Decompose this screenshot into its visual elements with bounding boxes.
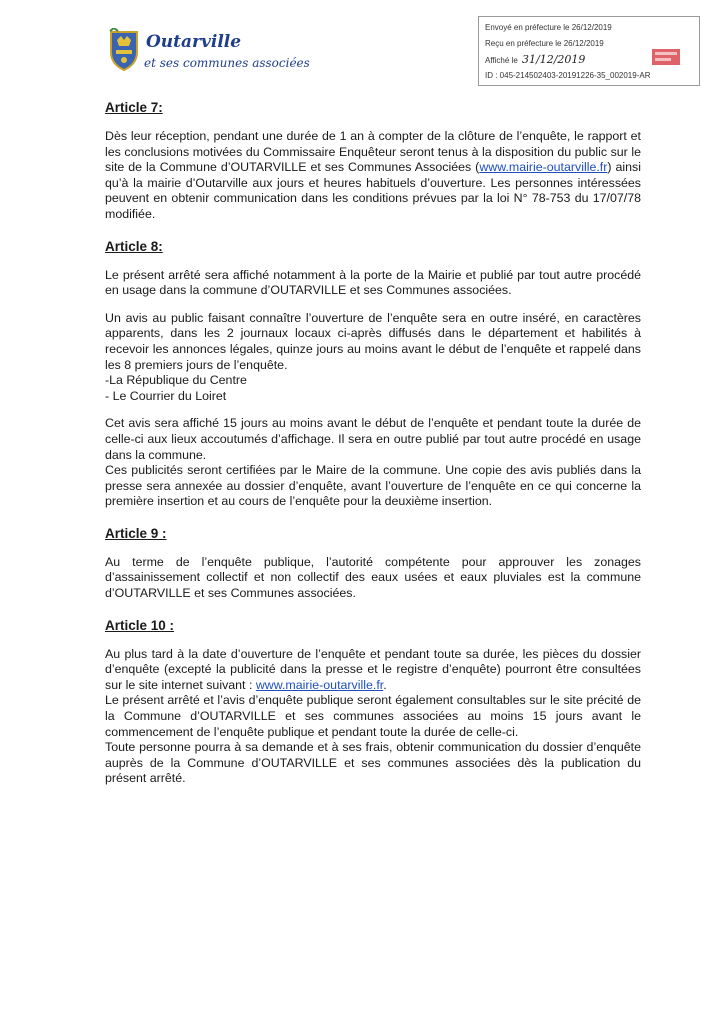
newspaper-2: - Le Courrier du Loiret — [105, 388, 227, 403]
article-9-title: Article 9 : — [105, 525, 167, 541]
prefecture-stamp — [478, 16, 700, 86]
article-10-paragraph-1 — [105, 647, 641, 694]
stamp-sent: Envoyé en préfecture le 26/12/2019 — [485, 23, 612, 32]
newspaper-1: -La République du Centre — [105, 373, 247, 388]
logo-title: Outarville — [146, 32, 242, 52]
stamp-posted-date: 31/12/2019 — [522, 53, 586, 66]
article-10-paragraph-2: Le présent arrêté et l’avis d’enquête publique seront également consultables sur le site précité de la Commune d’OUTARVILLE et ses communes associées au moins 15 jours avant le commencement de l’enquête publique et pendant toute la durée de celle-ci. — [105, 693, 641, 739]
article-7-text-before: Dès leur réception, pendant une durée de 1 an à compter de la clôture de l’enquête, le rapport et les conclusions motivées du Commissaire Enquêteur seront tenus à la disposition du public sur le site de la Commune d’OUTARVILLE et ses Communes Associées ( — [105, 129, 641, 175]
municipality-logo — [108, 28, 308, 82]
article-10-text-after: . — [383, 677, 387, 692]
coat-of-arms-icon — [108, 28, 140, 72]
article-8-paragraph-4: Ces publicités seront certifiées par le Maire de la commune. Une copie des avis publiés dans la presse sera annexée au dossier d’enquête, avant l’ouverture de l’enquête en ce qui concerne la première insertion et au cours de l’enquête pour la deuxième insertion. — [105, 463, 641, 509]
article-7-title: Article 7: — [105, 100, 163, 115]
article-7-text-after: ) ainsi qu’à la mairie d’Outarville aux jours et heures habituels d’ouverture. Les personnes intéressées peuvent en obtenir communication dans les conditions prévues par la loi N° 78-753 du 17/07/78 modifiée. — [105, 160, 641, 221]
stamp-posted-label: Affiché le — [485, 56, 518, 65]
document-body — [105, 100, 641, 787]
logo-subtitle: et ses communes associées — [144, 56, 310, 70]
article-8-paragraph-3: Cet avis sera affiché 15 jours au moins avant le début de l’enquête et pendant toute la durée de celle-ci aux lieux accoutumés d’affichage. Il sera en outre publié par tout autre procédé en usage dans la commune. — [105, 416, 641, 462]
article-9-paragraph: Au terme de l’enquête publique, l’autorité compétente pour approuver les zonages d’assainissement collectif et non collectif des eaux usées et eaux pluviales est la commune d’OUTARVILLE et ses Communes associées. — [105, 554, 641, 601]
article-10-paragraph-3: Toute personne pourra à sa demande et à ses frais, obtenir communication du dossier d’enquête auprès de la Commune d’OUTARVILLE et ses communes associées dès la publication du présent arrêté. — [105, 740, 641, 786]
website-link-2[interactable]: www.mairie-outarville.fr — [255, 677, 384, 692]
stamp-posted — [485, 53, 585, 66]
article-7-paragraph — [105, 129, 641, 223]
article-8-paragraph-1: Le présent arrêté sera affiché notamment à la porte de la Mairie et publié par tout autre procédé en usage dans la commune d’OUTARVILLE et ses Communes associées. — [105, 267, 641, 298]
stamp-received: Reçu en préfecture le 26/12/2019 — [485, 39, 604, 48]
article-10-title: Article 10 : — [105, 617, 175, 633]
stamp-id: ID : 045-214502403-20191226-35_002019-AR — [485, 71, 651, 80]
seal-stamp-icon — [651, 47, 681, 67]
website-link[interactable]: www.mairie-outarville.fr — [479, 160, 608, 175]
article-10-text-before: Au plus tard à la date d’ouverture de l’enquête et pendant toute sa durée, les pièces du dossier d’enquête (excepté la publicité dans la presse et le registre d’enquête) pourront être consultées sur le site internet suivant : — [105, 646, 641, 692]
article-8-title: Article 8: — [105, 238, 163, 254]
article-8-paragraph-2: Un avis au public faisant connaître l’ouverture de l’enquête sera en outre inséré, en caractères apparents, dans les 2 journaux locaux ci-après diffusés dans le département et habilités à recevoir les annonces légales, quinze jours au moins avant le début de l’enquête et rappelé dans les 8 premiers jours de l’enquête. — [105, 310, 641, 372]
